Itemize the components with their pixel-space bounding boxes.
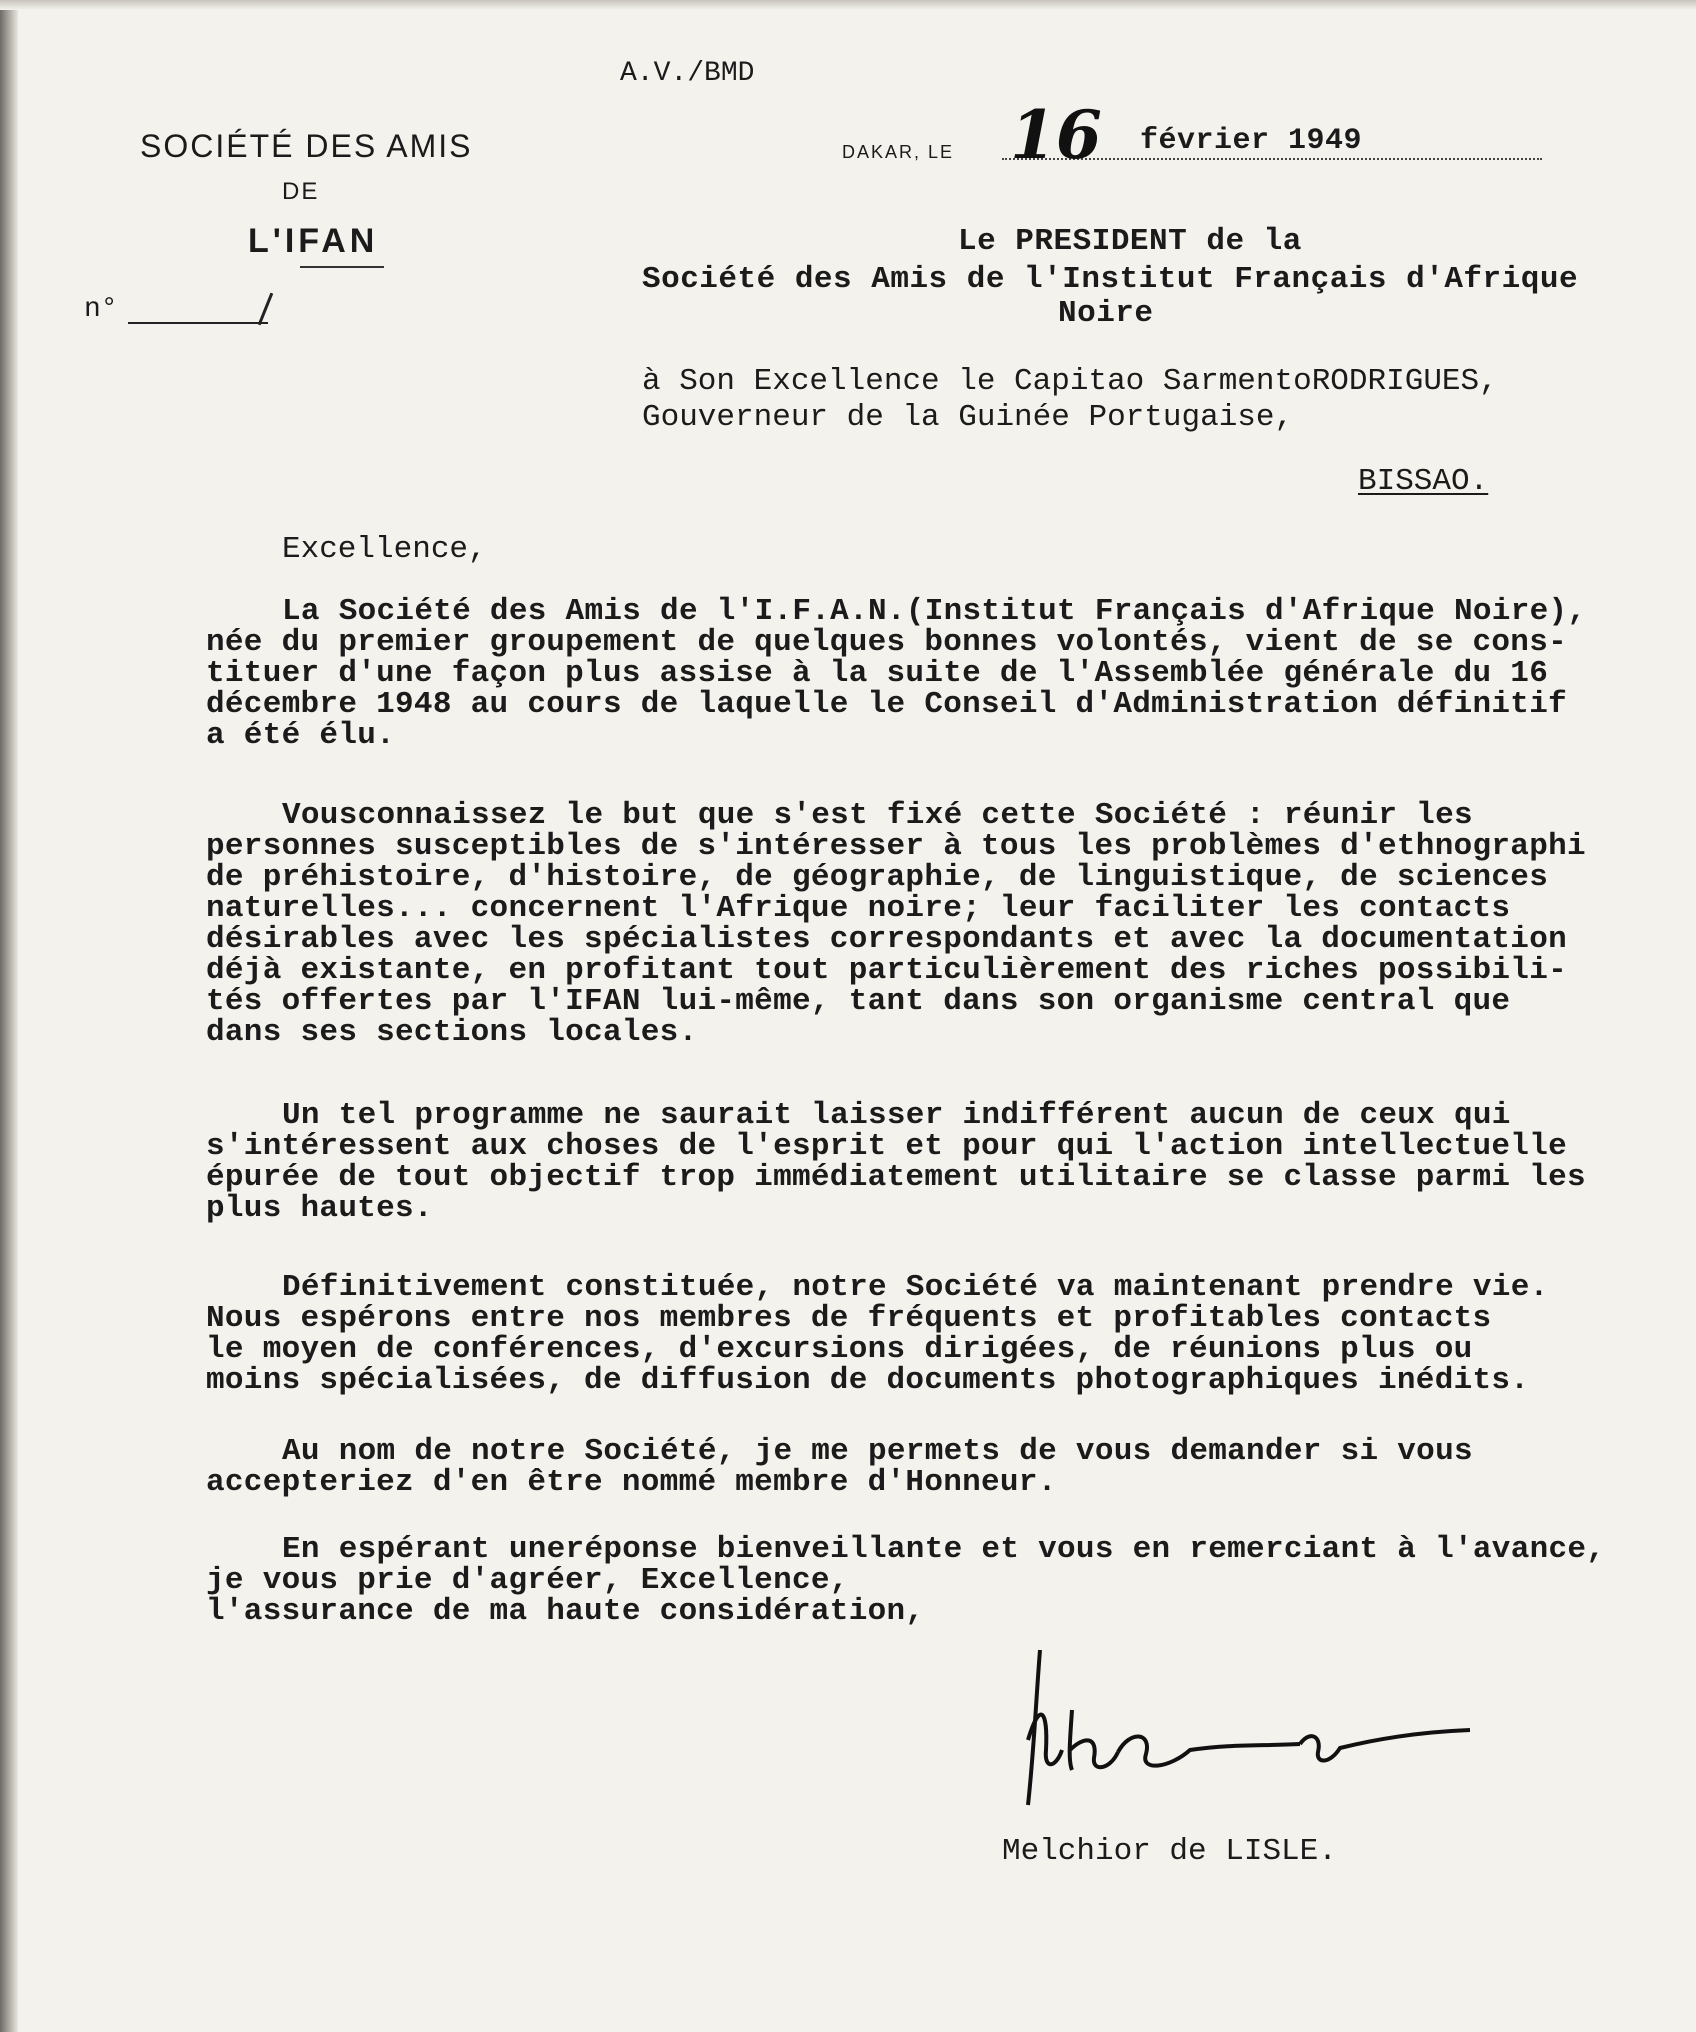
letterhead-line1: SOCIÉTÉ DES AMIS <box>140 128 473 164</box>
sender-line2: Société des Amis de l'Institut Français d'Afrique <box>642 262 1579 297</box>
number-field-slash <box>258 293 274 326</box>
paragraph-line: dans ses sections locales. <box>206 1015 698 1050</box>
paragraph-line: naturelles... concernent l'Afrique noire; leur faciliter les contacts <box>206 891 1511 926</box>
signature-graphic <box>1000 1640 1500 1810</box>
salutation: Excellence, <box>282 532 487 567</box>
paragraph-6 <box>206 1534 1676 1627</box>
paragraph-5 <box>206 1436 1676 1498</box>
paragraph-line: Nous espérons entre nos membres de fréquents et profitables contacts <box>206 1301 1492 1336</box>
letterhead-line2: DE <box>282 178 320 205</box>
paragraph-line: désirables avec les spécialistes correspondants et avec la documentation <box>206 922 1568 957</box>
paragraph-line: plus hautes. <box>206 1191 433 1226</box>
paragraph-line: personnes susceptibles de s'intéresser à tous les problèmes d'ethnographi <box>206 829 1586 864</box>
paragraph-line: Vousconnaissez le but que s'est fixé cette Société : réunir les <box>282 798 1473 833</box>
paragraph-line: accepteriez d'en être nommé membre d'Honneur. <box>206 1465 1057 1500</box>
paragraph-line: Un tel programme ne saurait laisser indifférent aucun de ceux qui <box>282 1098 1511 1133</box>
number-field-line <box>128 322 268 324</box>
paragraph-line: décembre 1948 au cours de laquelle le Conseil d'Administration définitif <box>206 687 1568 722</box>
paragraph-line: En espérant uneréponse bienveillante et vous en remerciant à l'avance, <box>282 1532 1606 1567</box>
paragraph-line: tituer d'une façon plus assise à la suite de l'Assemblée générale du 16 <box>206 656 1549 691</box>
letterhead-line3: L'IFAN <box>248 222 379 260</box>
paragraph-line: épurée de tout objectif trop immédiatement utilitaire se classe parmi les <box>206 1160 1586 1195</box>
paragraph-line: de préhistoire, d'histoire, de géographie, de linguistique, de sciences <box>206 860 1549 895</box>
paragraph-4 <box>206 1272 1676 1396</box>
paragraph-3 <box>206 1100 1676 1224</box>
paragraph-line: je vous prie d'agréer, Excellence, <box>206 1563 849 1598</box>
signatory-name: Melchior de LISLE. <box>1002 1834 1337 1869</box>
recipient-line1: à Son Excellence le Capitao SarmentoRODRIGUES, <box>642 364 1498 399</box>
paragraph-line: le moyen de conférences, d'excursions dirigées, de réunions plus ou <box>206 1332 1473 1367</box>
scan-left-edge <box>0 0 18 2032</box>
paragraph-line: née du premier groupement de quelques bonnes volontés, vient de se cons- <box>206 625 1568 660</box>
paragraph-1 <box>206 596 1676 751</box>
date-day-handwritten: 16 <box>1010 96 1102 174</box>
recipient-line2: Gouverneur de la Guinée Portugaise, <box>642 400 1294 435</box>
letterhead-rule <box>300 266 384 268</box>
paragraph-line: moins spécialisées, de diffusion de documents photographiques inédits. <box>206 1363 1530 1398</box>
number-label: n° <box>84 294 118 325</box>
sender-line3: Noire <box>1058 296 1154 331</box>
paragraph-2 <box>206 800 1676 1048</box>
paragraph-line: La Société des Amis de l'I.F.A.N.(Institut Français d'Afrique Noire), <box>282 594 1587 629</box>
date-month-year: février 1949 <box>1140 124 1363 158</box>
reference-code: A.V./BMD <box>620 58 755 89</box>
sender-line1: Le PRESIDENT de la <box>958 224 1302 259</box>
recipient-city: BISSAO. <box>1358 464 1489 499</box>
scan-top-edge <box>0 0 1696 10</box>
paragraph-line: déjà existante, en profitant tout particulièrement des riches possibili- <box>206 953 1568 988</box>
paragraph-line: Définitivement constituée, notre Société va maintenant prendre vie. <box>282 1270 1549 1305</box>
paragraph-line: a été élu. <box>206 718 396 753</box>
paragraph-line: Au nom de notre Société, je me permets de vous demander si vous <box>282 1434 1473 1469</box>
paragraph-line: tés offertes par l'IFAN lui-même, tant dans son organisme central que <box>206 984 1511 1019</box>
paragraph-line: l'assurance de ma haute considération, <box>206 1594 925 1629</box>
paragraph-line: s'intéressent aux choses de l'esprit et pour qui l'action intellectuelle <box>206 1129 1568 1164</box>
date-place-label: DAKAR, LE <box>842 142 955 162</box>
